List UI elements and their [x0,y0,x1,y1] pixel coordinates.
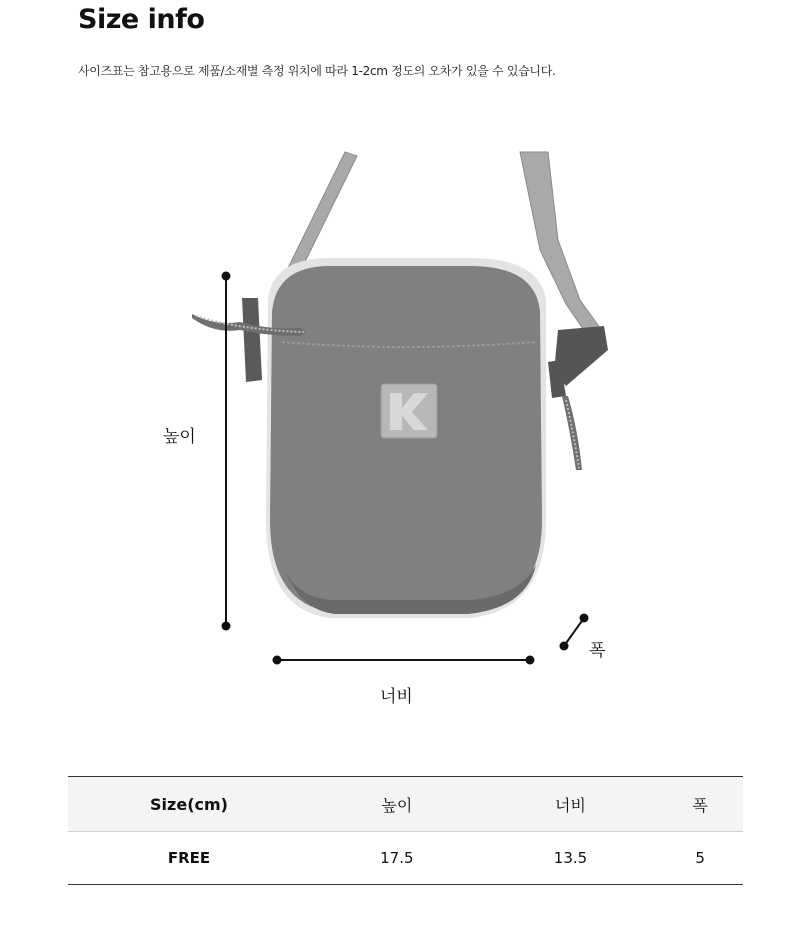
column-header-width: 너비 [484,777,658,832]
size-disclaimer: 사이즈표는 참고용으로 제품/소재별 측정 위치에 따라 1-2cm 정도의 오차가 있을 수 있습니다. [78,64,556,78]
table-header-row [68,777,743,832]
column-header-height: 높이 [310,777,484,832]
column-header-size: Size(cm) [68,777,310,832]
cell-width: 13.5 [484,832,658,885]
cell-height: 17.5 [310,832,484,885]
cell-depth: 5 [657,832,743,885]
table-row [68,832,743,885]
column-header-depth: 폭 [657,777,743,832]
cell-size: FREE [68,832,310,885]
depth-label: 폭 [589,641,606,661]
page-title: Size info [78,4,205,35]
height-label: 높이 [163,427,196,447]
size-table [68,776,743,885]
width-label: 너비 [380,687,413,707]
